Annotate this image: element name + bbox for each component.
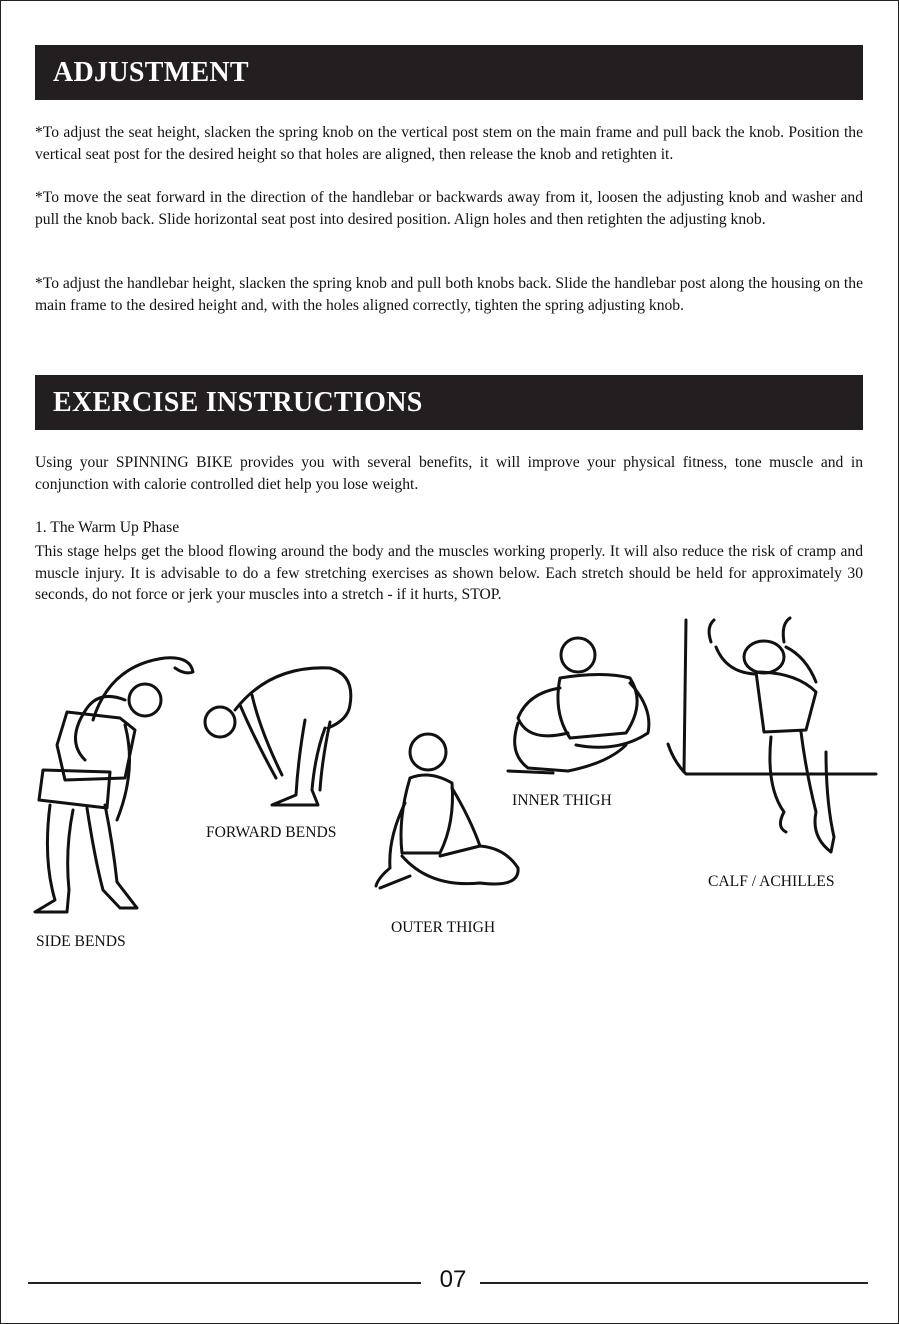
side-bends-illustration — [25, 650, 200, 920]
adjustment-paragraph-seat-height: *To adjust the seat height, slacken the spring knob on the vertical post stem on the main frame and pull back the knob. Position the vertical seat post for the desired height so that holes are aligned, then release the knob and retighten it. — [35, 124, 863, 163]
calf-achilles-illustration — [666, 612, 878, 867]
warm-up-phase-title: 1. The Warm Up Phase — [35, 519, 180, 536]
inner-thigh-caption: INNER THIGH — [512, 792, 612, 809]
inner-thigh-illustration — [498, 633, 658, 778]
warm-up-phase-text: This stage helps get the blood flowing around the body and the muscles working properly. It will also reduce the risk of cramp and muscle injury. It is advisable to do a few stretching exercises as shown below. Each stretch should be held for approximately 30 seconds, do not force or jerk your muscles into a stretch - if it hurts, STOP. — [35, 543, 863, 603]
exercise-heading: EXERCISE INSTRUCTIONS — [35, 375, 863, 430]
footer-rule-left — [28, 1282, 421, 1284]
calf-achilles-caption: CALF / ACHILLES — [708, 873, 835, 890]
adjustment-heading: ADJUSTMENT — [35, 45, 863, 100]
side-bends-caption: SIDE BENDS — [36, 933, 126, 950]
outer-thigh-caption: OUTER THIGH — [391, 919, 496, 936]
exercise-intro: Using your SPINNING BIKE provides you with several benefits, it will improve your physical fitness, tone muscle and in conjunction with calorie controlled diet help you lose weight. — [35, 454, 863, 493]
adjustment-paragraph-seat-position: *To move the seat forward in the direction of the handlebar or backwards away from it, loosen the adjusting knob and washer and pull the knob back. Slide horizontal seat post into desired position. Align holes and then retighten the adjusting knob. — [35, 189, 863, 228]
adjustment-paragraph-handlebar: *To adjust the handlebar height, slacken the spring knob and pull both knobs back. Slide the handlebar post along the housing on the main frame to the desired height and, with the holes aligned correctly, tighten the spring adjusting knob. — [35, 275, 863, 314]
page-number: 07 — [439, 1266, 467, 1293]
footer-rule-right — [480, 1282, 868, 1284]
forward-bends-caption: FORWARD BENDS — [206, 824, 337, 841]
forward-bends-illustration — [200, 660, 360, 815]
